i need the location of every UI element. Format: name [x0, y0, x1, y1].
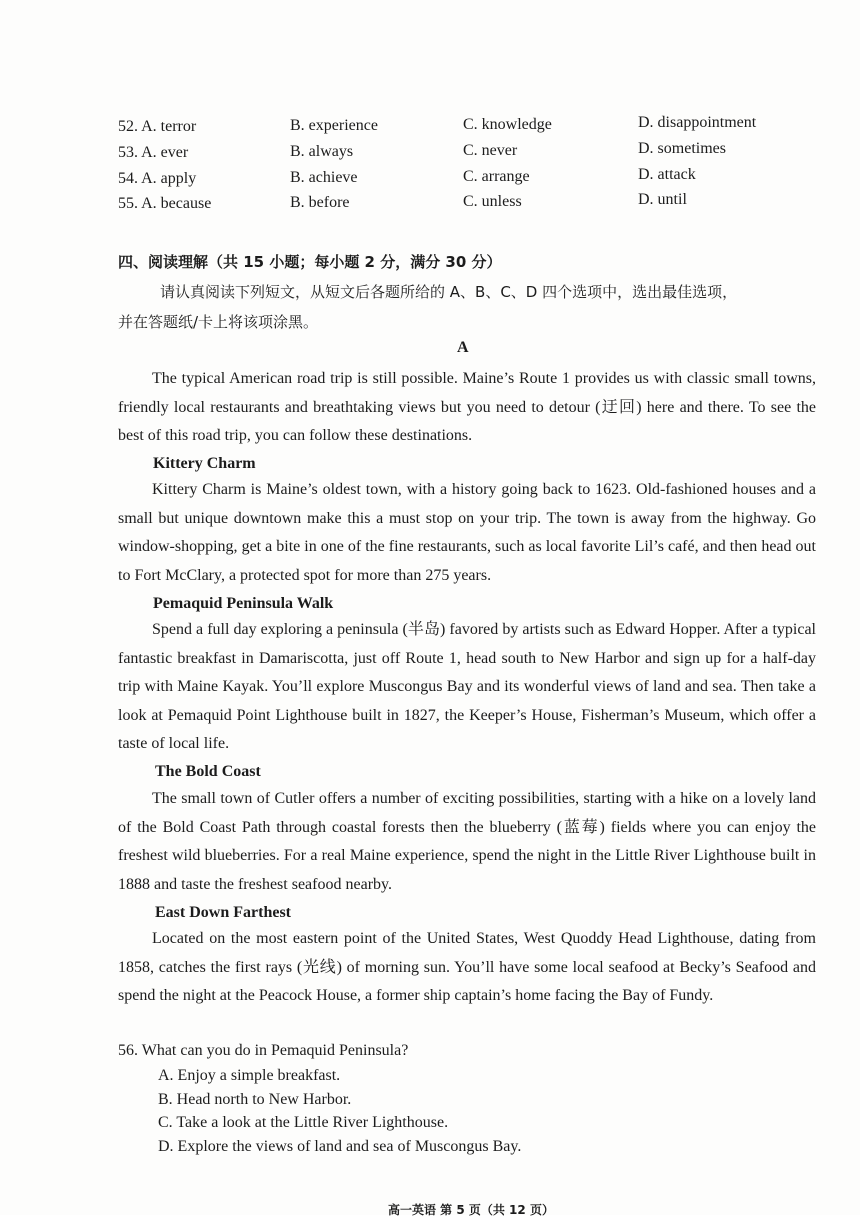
pemaquid-heading: Pemaquid Peninsula Walk — [153, 595, 334, 612]
option-54-d: D. attack — [638, 166, 696, 183]
option-55-a: 55. A. because — [118, 195, 212, 212]
kittery-paragraph — [118, 476, 816, 590]
option-54-b: B. achieve — [290, 169, 358, 186]
page-footer: 高一英语 第 5 页（共 12 页） — [388, 1203, 554, 1217]
passage-intro — [118, 365, 816, 451]
bold-coast-paragraph — [118, 785, 816, 899]
bold-coast-text: The small town of Cutler offers a number of exciting possibilities, starting with a hike on a lovely land of the Bold Coast Path through coastal forests then the blueberry (蓝莓) fields where you can enjoy the freshest wild blueberries. For a real Maine experience, spend the night in the Little River Lighthouse built in 1888 and taste the freshest seafood nearby. — [118, 790, 816, 893]
option-53-a: 53. A. ever — [118, 144, 189, 161]
question-56-option-c: C. Take a look at the Little River Lighthouse. — [158, 1114, 449, 1131]
option-53-b: B. always — [290, 143, 354, 160]
east-heading: East Down Farthest — [155, 904, 291, 921]
section-instruction-line-1: 请认真阅读下列短文，从短文后各题所给的 A、B、C、D 四个选项中，选出最佳选项， — [160, 283, 738, 301]
question-56-option-d: D. Explore the views of land and sea of Muscongus Bay. — [158, 1138, 522, 1155]
east-text: Located on the most eastern point of the United States, West Quoddy Head Lighthouse, dating from 1858, catches the first rays (光线) of morning sun. You’ll have some local seafood at Becky’s Seafood and spend the night at the Peacock House, a former ship captain’s home facing the Bay of Fundy. — [118, 930, 816, 1004]
section-heading: 四、阅读理解（共 15 小题；每小题 2 分，满分 30 分） — [118, 253, 502, 271]
option-55-d: D. until — [638, 191, 687, 208]
passage-letter: A — [457, 339, 469, 356]
option-52-d: D. disappointment — [638, 114, 757, 131]
bold-coast-heading: The Bold Coast — [155, 763, 261, 780]
option-53-d: D. sometimes — [638, 140, 726, 157]
pemaquid-text: Spend a full day exploring a peninsula (半岛) favored by artists such as Edward Hopper. After a typical fantastic breakfast in Damariscotta, just off Route 1, head south to New Harbor and sign up for a half-day trip with Maine Kayak. You’ll explore Muscongus Bay and its wonderful views of land and sea. Then take a look at Pemaquid Point Lighthouse built in 1827, the Keeper’s House, Fisherman’s Museum, which offer a taste of local life. — [118, 621, 816, 752]
kittery-text: Kittery Charm is Maine’s oldest town, with a history going back to 1623. Old-fashioned houses and a small but unique downtown make this a must stop on your trip. The town is away from the highway. Go window-shopping, get a bite in one of the fine restaurants, such as local favorite Lil’s café, and then head out to Fort McClary, a protected spot for more than 275 years. — [118, 481, 816, 584]
option-54-c: C. arrange — [463, 168, 530, 185]
kittery-heading: Kittery Charm — [153, 455, 256, 472]
pemaquid-paragraph — [118, 616, 816, 759]
option-52-c: C. knowledge — [463, 116, 552, 133]
question-56-option-b: B. Head north to New Harbor. — [158, 1091, 352, 1108]
option-53-c: C. never — [463, 142, 518, 159]
passage-intro-text: The typical American road trip is still possible. Maine’s Route 1 provides us with classic small towns, friendly local restaurants and breathtaking views but you need to detour (迂回) here and there. To see the best of this road trip, you can follow these destinations. — [118, 370, 816, 444]
option-52-a: 52. A. terror — [118, 118, 197, 135]
option-52-b: B. experience — [290, 117, 378, 134]
option-54-a: 54. A. apply — [118, 170, 197, 187]
option-55-c: C. unless — [463, 193, 522, 210]
section-instruction-line-2: 并在答题纸/卡上将该项涂黑。 — [118, 313, 319, 331]
east-paragraph — [118, 925, 816, 1011]
question-56-stem: 56. What can you do in Pemaquid Peninsula? — [118, 1042, 409, 1059]
option-55-b: B. before — [290, 194, 350, 211]
question-56-option-a: A. Enjoy a simple breakfast. — [158, 1067, 341, 1084]
